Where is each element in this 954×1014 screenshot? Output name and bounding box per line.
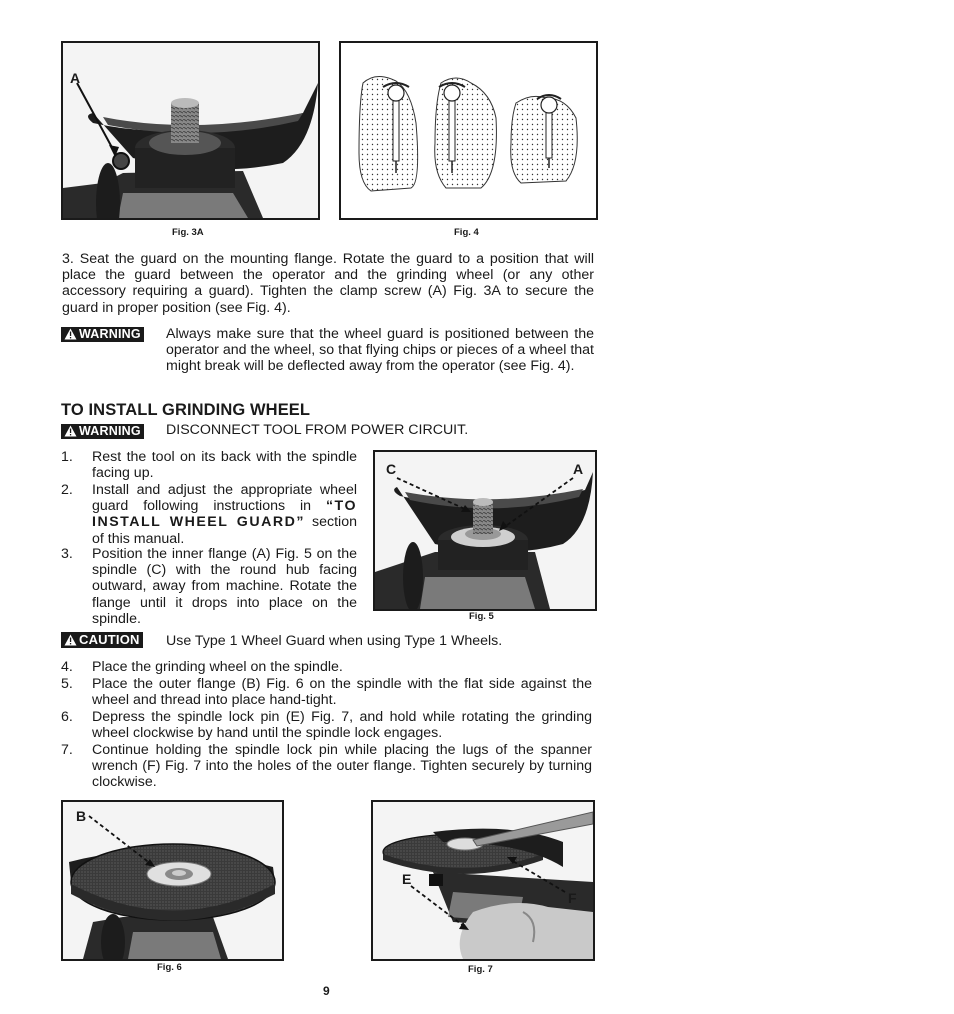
list-item-text: Rest the tool on its back with the spindle facing up. bbox=[92, 449, 357, 482]
list-item-text: Depress the spindle lock pin (E) Fig. 7, and hold while rotating the grinding wheel clockwise by hand until the spindle lock engages. bbox=[92, 709, 592, 742]
warning2-text: DISCONNECT TOOL FROM POWER CIRCUIT. bbox=[166, 422, 469, 438]
guard-position-diagram bbox=[341, 43, 596, 218]
warning-badge bbox=[61, 327, 144, 342]
warning-label: WARNING bbox=[79, 424, 141, 438]
list-item-text bbox=[92, 482, 357, 547]
fig6-letter-b: B bbox=[76, 808, 87, 824]
list-item-number: 7. bbox=[61, 742, 73, 758]
warning-badge bbox=[61, 424, 144, 439]
fig3a-photo bbox=[61, 41, 320, 220]
list-item-number: 4. bbox=[61, 659, 73, 675]
warning-label: WARNING bbox=[79, 327, 141, 341]
caution-badge bbox=[61, 632, 143, 648]
section-heading: TO INSTALL GRINDING WHEEL bbox=[61, 401, 311, 419]
warning-triangle-icon bbox=[64, 328, 77, 340]
caution-text: Use Type 1 Wheel Guard when using Type 1 Wheels. bbox=[166, 633, 503, 649]
outer-flange-illustration bbox=[63, 802, 282, 959]
list-item-text-part: section of this manual. bbox=[92, 514, 357, 547]
list-item-number: 1. bbox=[61, 449, 73, 465]
list-item-text: Place the outer flange (B) Fig. 6 on the spindle with the flat side against the wheel and thread into place hand-tight. bbox=[92, 676, 592, 709]
warning1-text: Always make sure that the wheel guard is positioned between the operator and the wheel, so that flying chips or pieces of a wheel that might break will be deflected away from the operator (see Fig. 4). bbox=[166, 326, 594, 375]
fig5-caption: Fig. 5 bbox=[469, 611, 494, 622]
list-item-number: 2. bbox=[61, 482, 73, 498]
fig7-letter-f: F bbox=[568, 890, 577, 906]
fig6-caption: Fig. 6 bbox=[157, 962, 182, 973]
grinder-guard-illustration bbox=[63, 43, 318, 218]
fig6-photo bbox=[61, 800, 284, 961]
warning-triangle-icon bbox=[64, 425, 77, 437]
fig3a-caption: Fig. 3A bbox=[172, 227, 204, 238]
list-item-number: 5. bbox=[61, 676, 73, 692]
caution-label: CAUTION bbox=[79, 632, 140, 647]
fig5-letter-a: A bbox=[573, 461, 584, 477]
fig4-caption: Fig. 4 bbox=[454, 227, 479, 238]
list-item-text: Position the inner flange (A) Fig. 5 on the spindle (C) with the round hub facing outward, away from machine. Rotate the flange until it drops into place on the spindle. bbox=[92, 546, 357, 627]
list-item-number: 3. bbox=[61, 546, 73, 562]
fig5-letter-c: C bbox=[386, 461, 397, 477]
page-number: 9 bbox=[323, 984, 330, 998]
fig7-caption: Fig. 7 bbox=[468, 964, 493, 975]
fig7-letter-e: E bbox=[402, 871, 412, 887]
list-item-text: Place the grinding wheel on the spindle. bbox=[92, 659, 343, 675]
list-item-text: Continue holding the spindle lock pin while placing the lugs of the spanner wrench (F) Fig. 7 into the holes of the outer flange. Tighten securely by turning clockwise. bbox=[92, 742, 592, 791]
list-item-number: 6. bbox=[61, 709, 73, 725]
list-item-bold-ref: “TO INSTALL WHEEL GUARD” bbox=[92, 498, 357, 531]
fig5-photo bbox=[373, 450, 597, 611]
list-item-text-part: Install and adjust the appropriate wheel guard following instructions in bbox=[92, 482, 357, 515]
step3-paragraph: 3. Seat the guard on the mounting flange. Rotate the guard to a position that will place the guard between the operator and the grinding wheel (or any other accessory requiring a guard). Tighten the clamp screw (A) Fig. 3A to secure the guard in proper position (see Fig. 4). bbox=[62, 251, 594, 316]
fig3a-letter-a: A bbox=[70, 70, 81, 86]
inner-flange-illustration bbox=[375, 452, 595, 609]
fig4-diagram bbox=[339, 41, 598, 220]
warning-triangle-icon bbox=[64, 634, 77, 646]
